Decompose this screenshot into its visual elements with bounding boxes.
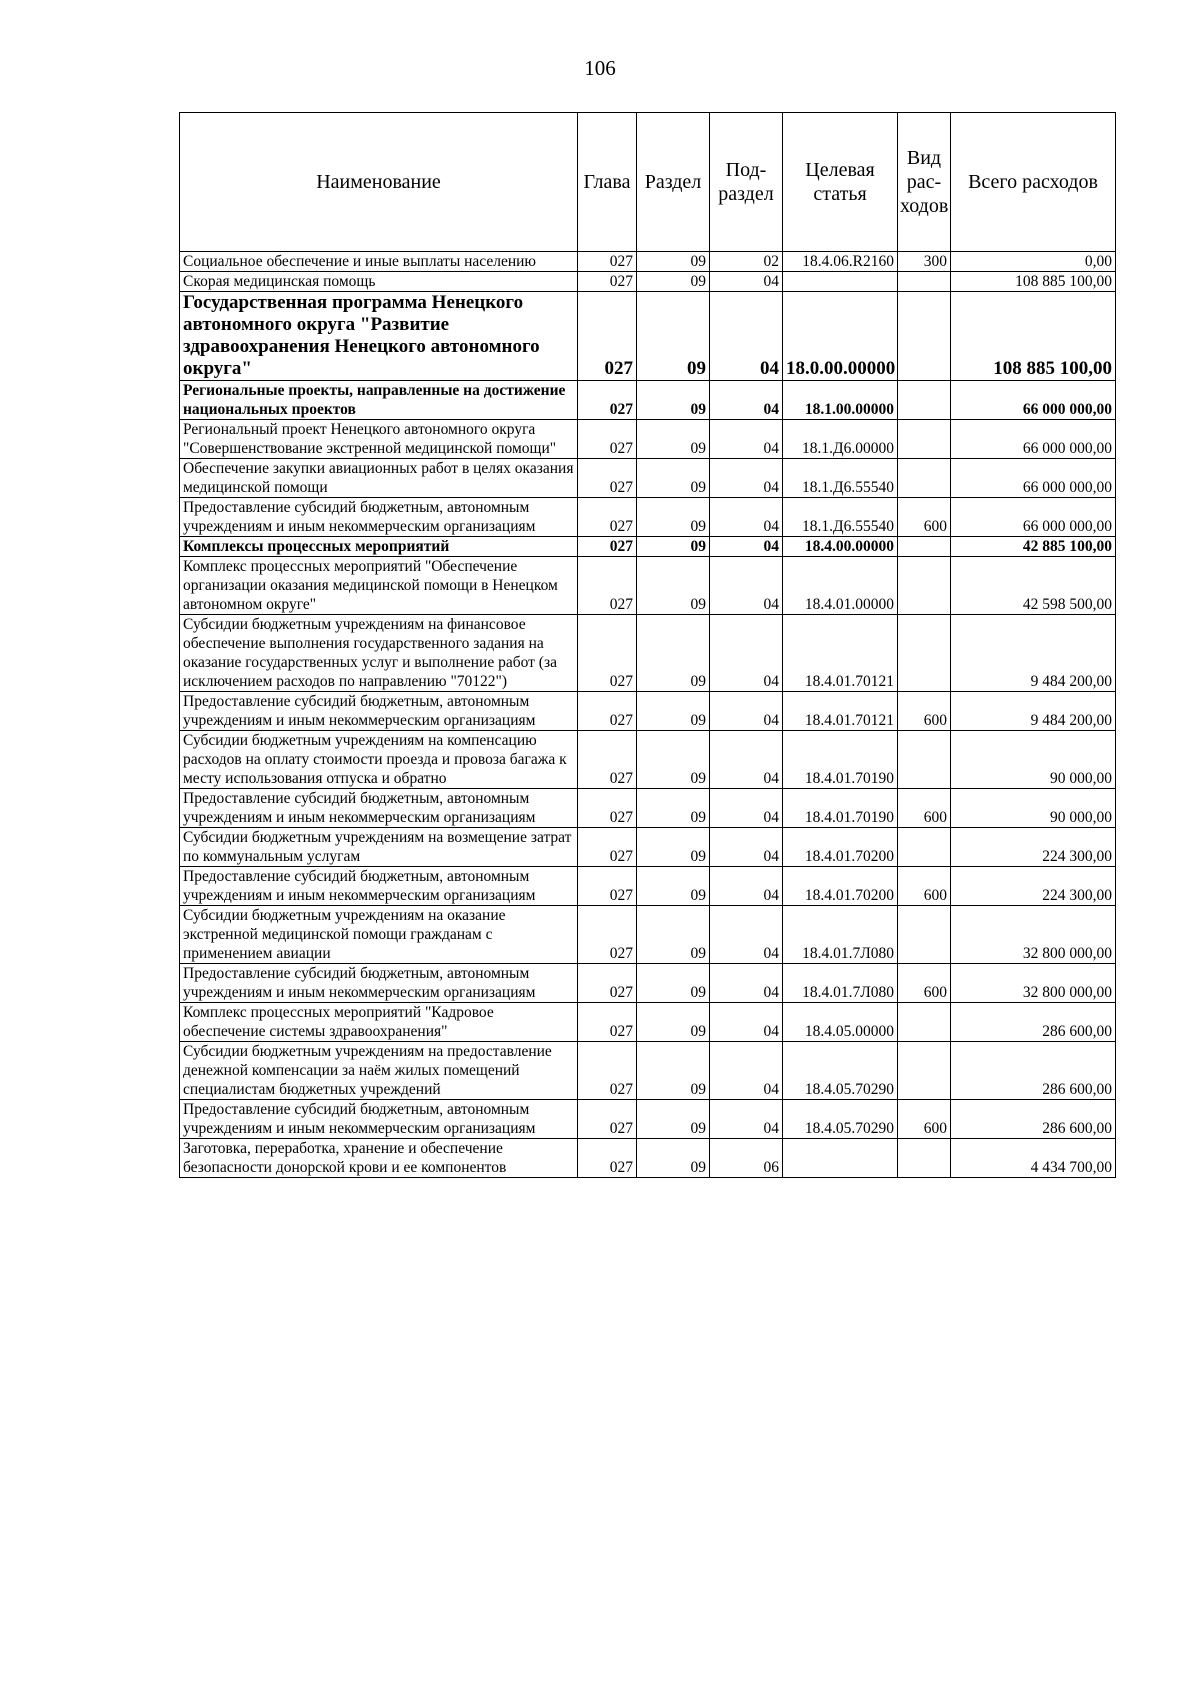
row-subsection: 04	[710, 615, 783, 692]
row-target: 18.4.00.00000	[783, 537, 898, 557]
row-name: Предоставление субсидий бюджетным, автономным учреждениям и иным некоммерческим организациям	[180, 867, 578, 906]
row-section: 09	[637, 252, 710, 272]
row-kind: 600	[898, 867, 951, 906]
row-total: 286 600,00	[951, 1042, 1116, 1100]
row-kind	[898, 459, 951, 498]
table-row	[180, 498, 1116, 537]
row-section: 09	[637, 1139, 710, 1178]
row-chapter: 027	[578, 789, 637, 828]
row-target: 18.4.05.00000	[783, 1003, 898, 1042]
row-chapter: 027	[578, 272, 637, 292]
row-total: 224 300,00	[951, 867, 1116, 906]
row-section: 09	[637, 906, 710, 964]
row-subsection: 04	[710, 272, 783, 292]
row-subsection: 04	[710, 557, 783, 615]
row-name: Предоставление субсидий бюджетным, автономным учреждениям и иным некоммерческим организациям	[180, 692, 578, 731]
row-subsection: 04	[710, 828, 783, 867]
row-subsection: 04	[710, 1100, 783, 1139]
table-row	[180, 557, 1116, 615]
row-kind	[898, 537, 951, 557]
row-chapter: 027	[578, 1003, 637, 1042]
row-kind: 300	[898, 252, 951, 272]
row-total: 66 000 000,00	[951, 498, 1116, 537]
row-kind: 600	[898, 692, 951, 731]
row-kind	[898, 272, 951, 292]
row-subsection: 04	[710, 1003, 783, 1042]
row-kind	[898, 557, 951, 615]
row-target: 18.1.00.00000	[783, 381, 898, 420]
row-name: Субсидии бюджетным учреждениям на компенсацию расходов на оплату стоимости проезда и провоза багажа к месту использования отпуска и обратно	[180, 731, 578, 789]
row-name: Региональные проекты, направленные на достижение национальных проектов	[180, 381, 578, 420]
row-total: 42 885 100,00	[951, 537, 1116, 557]
row-section: 09	[637, 789, 710, 828]
row-chapter: 027	[578, 292, 637, 381]
row-subsection: 04	[710, 1042, 783, 1100]
row-name: Предоставление субсидий бюджетным, автономным учреждениям и иным некоммерческим организациям	[180, 789, 578, 828]
row-kind: 600	[898, 1100, 951, 1139]
row-total: 66 000 000,00	[951, 459, 1116, 498]
table-row	[180, 459, 1116, 498]
header-chapter: Глава	[578, 113, 637, 252]
row-kind	[898, 1042, 951, 1100]
row-name: Заготовка, переработка, хранение и обеспечение безопасности донорской крови и ее компонентов	[180, 1139, 578, 1178]
table-row	[180, 272, 1116, 292]
row-subsection: 06	[710, 1139, 783, 1178]
table-row	[180, 867, 1116, 906]
row-chapter: 027	[578, 420, 637, 459]
row-subsection: 04	[710, 292, 783, 381]
row-kind	[898, 292, 951, 381]
row-total: 286 600,00	[951, 1003, 1116, 1042]
header-target: Целевая статья	[783, 113, 898, 252]
row-subsection: 02	[710, 252, 783, 272]
row-name: Комплекс процессных мероприятий "Кадровое обеспечение системы здравоохранения"	[180, 1003, 578, 1042]
row-name: Комплексы процессных мероприятий	[180, 537, 578, 557]
row-chapter: 027	[578, 906, 637, 964]
row-total: 9 484 200,00	[951, 692, 1116, 731]
row-chapter: 027	[578, 615, 637, 692]
row-subsection: 04	[710, 537, 783, 557]
row-target: 18.4.01.70121	[783, 615, 898, 692]
row-chapter: 027	[578, 964, 637, 1003]
row-kind	[898, 828, 951, 867]
row-chapter: 027	[578, 537, 637, 557]
row-target: 18.4.01.70200	[783, 828, 898, 867]
row-subsection: 04	[710, 906, 783, 964]
row-name: Комплекс процессных мероприятий "Обеспечение организации оказания медицинской помощи в Ненецком автономном округе"	[180, 557, 578, 615]
row-chapter: 027	[578, 1042, 637, 1100]
table-row	[180, 1042, 1116, 1100]
row-target: 18.4.06.R2160	[783, 252, 898, 272]
row-section: 09	[637, 828, 710, 867]
row-kind	[898, 1139, 951, 1178]
row-total: 90 000,00	[951, 789, 1116, 828]
row-subsection: 04	[710, 867, 783, 906]
table-row	[180, 692, 1116, 731]
header-total: Всего расходов	[951, 113, 1116, 252]
row-section: 09	[637, 867, 710, 906]
table-row	[180, 789, 1116, 828]
row-kind	[898, 1003, 951, 1042]
row-total: 66 000 000,00	[951, 381, 1116, 420]
row-total: 32 800 000,00	[951, 906, 1116, 964]
header-name: Наименование	[180, 113, 578, 252]
row-target: 18.4.05.70290	[783, 1042, 898, 1100]
page-number: 106	[584, 56, 616, 80]
row-name: Предоставление субсидий бюджетным, автономным учреждениям и иным некоммерческим организациям	[180, 964, 578, 1003]
row-name: Субсидии бюджетным учреждениям на предоставление денежной компенсации за наём жилых помещений специалистам бюджетных учреждений	[180, 1042, 578, 1100]
row-subsection: 04	[710, 498, 783, 537]
row-target: 18.1.Д6.55540	[783, 498, 898, 537]
row-target: 18.4.01.70200	[783, 867, 898, 906]
table-row	[180, 1139, 1116, 1178]
table-row	[180, 1003, 1116, 1042]
row-subsection: 04	[710, 964, 783, 1003]
row-subsection: 04	[710, 789, 783, 828]
row-target: 18.4.01.7Л080	[783, 906, 898, 964]
row-subsection: 04	[710, 692, 783, 731]
row-chapter: 027	[578, 498, 637, 537]
row-chapter: 027	[578, 692, 637, 731]
table-row	[180, 292, 1116, 381]
row-total: 42 598 500,00	[951, 557, 1116, 615]
row-section: 09	[637, 498, 710, 537]
row-subsection: 04	[710, 731, 783, 789]
row-name: Обеспечение закупки авиационных работ в целях оказания медицинской помощи	[180, 459, 578, 498]
row-kind	[898, 420, 951, 459]
row-kind: 600	[898, 498, 951, 537]
table-row	[180, 420, 1116, 459]
row-target: 18.4.01.70121	[783, 692, 898, 731]
table-row	[180, 615, 1116, 692]
row-target: 18.4.01.7Л080	[783, 964, 898, 1003]
row-kind: 600	[898, 789, 951, 828]
row-chapter: 027	[578, 828, 637, 867]
row-name: Государственная программа Ненецкого автономного округа "Развитие здравоохранения Ненецкого автономного округа"	[180, 292, 578, 381]
row-total: 32 800 000,00	[951, 964, 1116, 1003]
row-chapter: 027	[578, 381, 637, 420]
row-total: 90 000,00	[951, 731, 1116, 789]
row-kind	[898, 731, 951, 789]
row-section: 09	[637, 615, 710, 692]
header-kind: Вид рас- ходов	[898, 113, 951, 252]
row-chapter: 027	[578, 252, 637, 272]
row-section: 09	[637, 459, 710, 498]
row-section: 09	[637, 420, 710, 459]
row-target: 18.0.00.00000	[783, 292, 898, 381]
row-name: Субсидии бюджетным учреждениям на оказание экстренной медицинской помощи гражданам с применением авиации	[180, 906, 578, 964]
row-section: 09	[637, 1003, 710, 1042]
row-subsection: 04	[710, 459, 783, 498]
header-section: Раздел	[637, 113, 710, 252]
row-total: 4 434 700,00	[951, 1139, 1116, 1178]
row-kind	[898, 381, 951, 420]
row-chapter: 027	[578, 557, 637, 615]
row-section: 09	[637, 557, 710, 615]
row-kind: 600	[898, 964, 951, 1003]
row-section: 09	[637, 1042, 710, 1100]
row-total: 9 484 200,00	[951, 615, 1116, 692]
row-target: 18.1.Д6.55540	[783, 459, 898, 498]
table-row	[180, 828, 1116, 867]
budget-table	[179, 112, 1116, 1178]
row-target: 18.4.01.70190	[783, 731, 898, 789]
row-name: Региональный проект Ненецкого автономного округа "Совершенствование экстренной медицинской помощи"	[180, 420, 578, 459]
row-total: 286 600,00	[951, 1100, 1116, 1139]
row-target	[783, 1139, 898, 1178]
row-name: Субсидии бюджетным учреждениям на финансовое обеспечение выполнения государственного задания на оказание государственных услуг и выполнение работ (за исключением расходов по направлению "70122")	[180, 615, 578, 692]
table-row	[180, 1100, 1116, 1139]
row-section: 09	[637, 537, 710, 557]
row-section: 09	[637, 292, 710, 381]
table-row	[180, 381, 1116, 420]
row-name: Скорая медицинская помощь	[180, 272, 578, 292]
header-subsection: Под- раздел	[710, 113, 783, 252]
row-total: 224 300,00	[951, 828, 1116, 867]
row-kind	[898, 906, 951, 964]
row-subsection: 04	[710, 381, 783, 420]
row-total: 66 000 000,00	[951, 420, 1116, 459]
table-row	[180, 537, 1116, 557]
row-total: 108 885 100,00	[951, 272, 1116, 292]
row-target: 18.4.01.70190	[783, 789, 898, 828]
row-section: 09	[637, 964, 710, 1003]
row-chapter: 027	[578, 1100, 637, 1139]
row-chapter: 027	[578, 1139, 637, 1178]
row-kind	[898, 615, 951, 692]
row-target: 18.4.05.70290	[783, 1100, 898, 1139]
table-row	[180, 906, 1116, 964]
row-subsection: 04	[710, 420, 783, 459]
row-section: 09	[637, 381, 710, 420]
table-row	[180, 964, 1116, 1003]
row-section: 09	[637, 272, 710, 292]
row-total: 108 885 100,00	[951, 292, 1116, 381]
row-chapter: 027	[578, 867, 637, 906]
row-section: 09	[637, 692, 710, 731]
row-target: 18.4.01.00000	[783, 557, 898, 615]
row-chapter: 027	[578, 459, 637, 498]
row-chapter: 027	[578, 731, 637, 789]
row-total: 0,00	[951, 252, 1116, 272]
row-name: Предоставление субсидий бюджетным, автономным учреждениям и иным некоммерческим организациям	[180, 498, 578, 537]
row-name: Субсидии бюджетным учреждениям на возмещение затрат по коммунальным услугам	[180, 828, 578, 867]
row-target	[783, 272, 898, 292]
table-row	[180, 252, 1116, 272]
table-row	[180, 731, 1116, 789]
row-name: Социальное обеспечение и иные выплаты населению	[180, 252, 578, 272]
row-section: 09	[637, 1100, 710, 1139]
table-header-row	[180, 113, 1116, 252]
row-section: 09	[637, 731, 710, 789]
row-name: Предоставление субсидий бюджетным, автономным учреждениям и иным некоммерческим организациям	[180, 1100, 578, 1139]
row-target: 18.1.Д6.00000	[783, 420, 898, 459]
